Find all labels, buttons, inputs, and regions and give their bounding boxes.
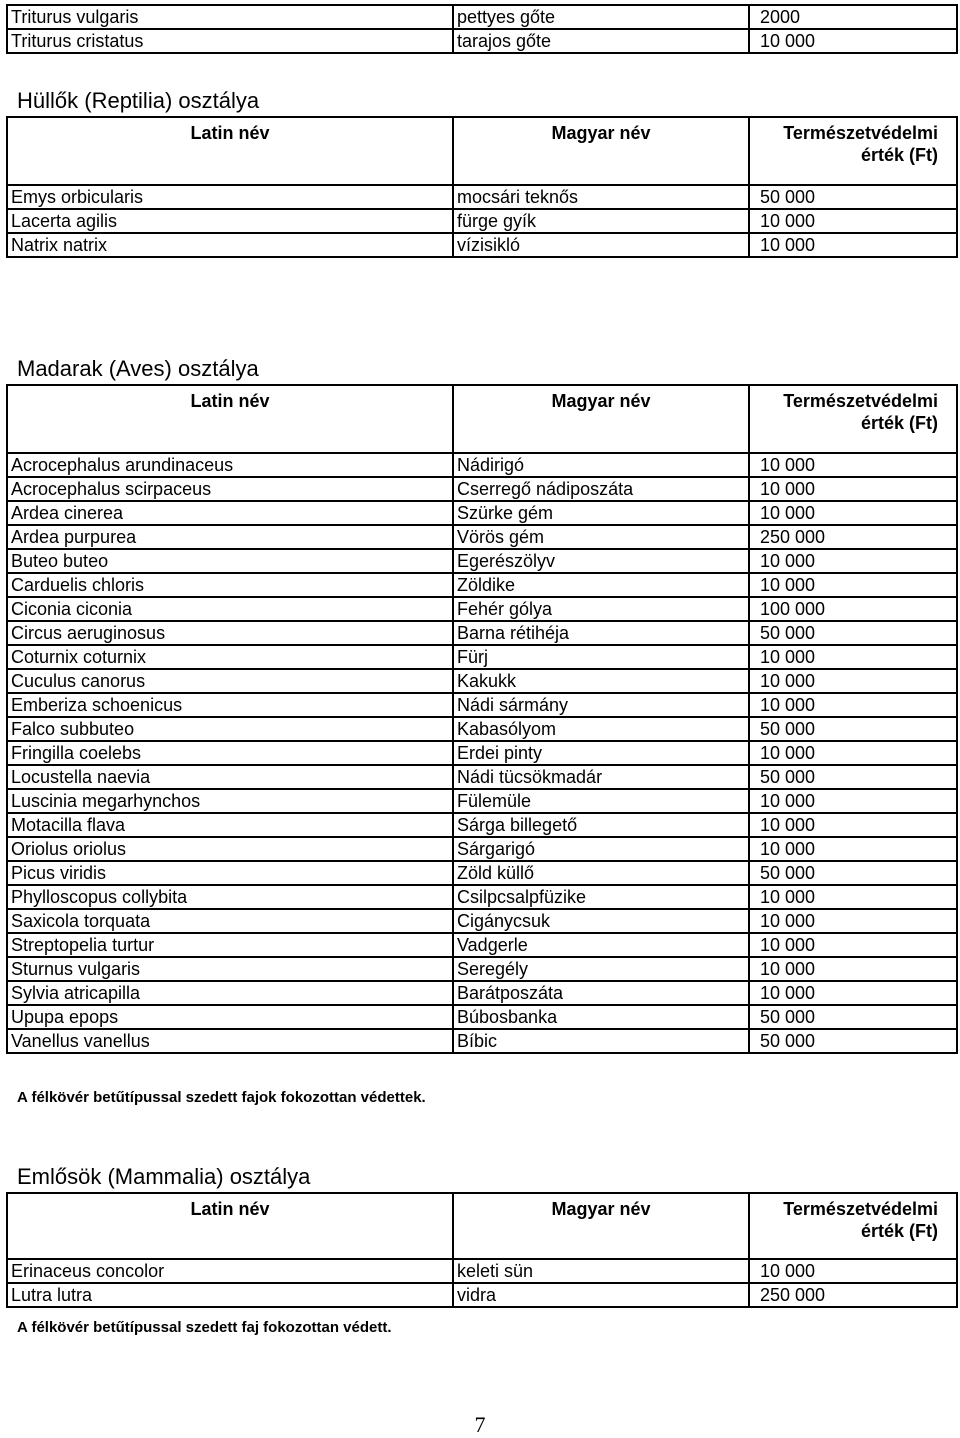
header-ertek-line2: érték (Ft) — [860, 145, 938, 165]
table-body — [7, 453, 957, 1053]
cell-hungarian-name: Sárgarigó — [453, 837, 749, 861]
header-ertek — [749, 385, 957, 453]
mammalia-table — [6, 1192, 958, 1308]
table-row — [7, 957, 957, 981]
cell-latin-name: Ardea purpurea — [7, 525, 453, 549]
cell-hungarian-name: Fürj — [453, 645, 749, 669]
page-number: 7 — [474, 1412, 486, 1437]
cell-value: 50 000 — [749, 185, 957, 209]
cell-hungarian-name: keleti sün — [453, 1259, 749, 1283]
cell-hungarian-name: Kakukk — [453, 669, 749, 693]
table-row — [7, 837, 957, 861]
cell-latin-name: Coturnix coturnix — [7, 645, 453, 669]
table-row — [7, 789, 957, 813]
amphibia-continuation-table — [6, 4, 958, 54]
table-row — [7, 501, 957, 525]
cell-value: 250 000 — [749, 525, 957, 549]
aves-table — [6, 384, 958, 1054]
cell-latin-name: Saxicola torquata — [7, 909, 453, 933]
table-row — [7, 185, 957, 209]
cell-latin-name: Emberiza schoenicus — [7, 693, 453, 717]
cell-latin-name: Falco subbuteo — [7, 717, 453, 741]
cell-hungarian-name: mocsári teknős — [453, 185, 749, 209]
cell-value: 10 000 — [749, 909, 957, 933]
cell-latin-name: Upupa epops — [7, 1005, 453, 1029]
table-row — [7, 861, 957, 885]
cell-hungarian-name: Zöldike — [453, 573, 749, 597]
table-body — [7, 185, 957, 257]
header-row — [7, 117, 957, 185]
table-row — [7, 525, 957, 549]
cell-hungarian-name: Csilpcsalpfüzike — [453, 885, 749, 909]
cell-value: 50 000 — [749, 765, 957, 789]
cell-value: 10 000 — [749, 453, 957, 477]
table-row — [7, 233, 957, 257]
cell-hungarian-name: Fehér gólya — [453, 597, 749, 621]
table-row — [7, 1283, 957, 1307]
cell-hungarian-name: Nádirigó — [453, 453, 749, 477]
cell-value: 10 000 — [749, 645, 957, 669]
cell-latin-name: Phylloscopus collybita — [7, 885, 453, 909]
cell-latin-name: Buteo buteo — [7, 549, 453, 573]
cell-latin-name: Sylvia atricapilla — [7, 981, 453, 1005]
table-row — [7, 693, 957, 717]
cell-hungarian-name: vízisikló — [453, 233, 749, 257]
cell-latin-name: Lutra lutra — [7, 1283, 453, 1307]
cell-value: 10 000 — [749, 957, 957, 981]
cell-latin-name: Picus viridis — [7, 861, 453, 885]
cell-value: 250 000 — [749, 1283, 957, 1307]
cell-value: 10 000 — [749, 233, 957, 257]
mammalia-footnote: A félkövér betűtípussal szedett faj fokozottan védett. — [17, 1319, 392, 1336]
cell-value: 10 000 — [749, 669, 957, 693]
table-row — [7, 573, 957, 597]
cell-value: 10 000 — [749, 693, 957, 717]
cell-value: 10 000 — [749, 885, 957, 909]
cell-latin-name: Oriolus oriolus — [7, 837, 453, 861]
cell-latin-name: Triturus cristatus — [7, 29, 453, 53]
table-row — [7, 1029, 957, 1053]
header-ertek — [749, 1193, 957, 1259]
cell-latin-name: Cuculus canorus — [7, 669, 453, 693]
table-body — [7, 1259, 957, 1307]
table-row — [7, 669, 957, 693]
cell-value: 10 000 — [749, 837, 957, 861]
cell-value: 2000 — [749, 5, 957, 29]
cell-latin-name: Streptopelia turtur — [7, 933, 453, 957]
cell-value: 10 000 — [749, 501, 957, 525]
cell-value: 10 000 — [749, 741, 957, 765]
cell-hungarian-name: Búbosbanka — [453, 1005, 749, 1029]
header-row — [7, 1193, 957, 1259]
header-latin: Latin név — [7, 1193, 453, 1259]
table-row — [7, 933, 957, 957]
table-row — [7, 5, 957, 29]
table-row — [7, 741, 957, 765]
cell-value: 50 000 — [749, 717, 957, 741]
aves-footnote: A félkövér betűtípussal szedett fajok fokozottan védettek. — [17, 1089, 426, 1106]
cell-value: 10 000 — [749, 209, 957, 233]
table-row — [7, 765, 957, 789]
table-row — [7, 981, 957, 1005]
cell-hungarian-name: Vadgerle — [453, 933, 749, 957]
cell-latin-name: Acrocephalus scirpaceus — [7, 477, 453, 501]
section-title-aves: Madarak (Aves) osztálya — [17, 356, 259, 381]
cell-hungarian-name: pettyes gőte — [453, 5, 749, 29]
cell-latin-name: Ciconia ciconia — [7, 597, 453, 621]
header-latin: Latin név — [7, 117, 453, 185]
reptilia-table — [6, 116, 958, 258]
cell-hungarian-name: tarajos gőte — [453, 29, 749, 53]
cell-latin-name: Vanellus vanellus — [7, 1029, 453, 1053]
cell-hungarian-name: fürge gyík — [453, 209, 749, 233]
cell-hungarian-name: Erdei pinty — [453, 741, 749, 765]
cell-hungarian-name: Barna rétihéja — [453, 621, 749, 645]
cell-hungarian-name: Egerészölyv — [453, 549, 749, 573]
cell-hungarian-name: Zöld küllő — [453, 861, 749, 885]
cell-latin-name: Carduelis chloris — [7, 573, 453, 597]
cell-value: 10 000 — [749, 813, 957, 837]
cell-value: 10 000 — [749, 29, 957, 53]
cell-latin-name: Sturnus vulgaris — [7, 957, 453, 981]
cell-hungarian-name: Fülemüle — [453, 789, 749, 813]
table-row — [7, 717, 957, 741]
cell-value: 50 000 — [749, 621, 957, 645]
cell-hungarian-name: Sárga billegető — [453, 813, 749, 837]
cell-value: 10 000 — [749, 933, 957, 957]
header-ertek-line1: Természetvédelmi — [783, 1199, 938, 1219]
cell-latin-name: Triturus vulgaris — [7, 5, 453, 29]
cell-hungarian-name: Vörös gém — [453, 525, 749, 549]
cell-hungarian-name: Bíbic — [453, 1029, 749, 1053]
table-row — [7, 621, 957, 645]
header-latin: Latin név — [7, 385, 453, 453]
header-ertek-line2: érték (Ft) — [860, 413, 938, 433]
cell-latin-name: Motacilla flava — [7, 813, 453, 837]
cell-value: 100 000 — [749, 597, 957, 621]
table-body — [7, 5, 957, 53]
header-ertek-line1: Természetvédelmi — [783, 391, 938, 411]
section-title-reptilia: Hüllők (Reptilia) osztálya — [17, 88, 260, 113]
cell-hungarian-name: Cserregő nádiposzáta — [453, 477, 749, 501]
cell-value: 50 000 — [749, 861, 957, 885]
cell-value: 10 000 — [749, 477, 957, 501]
table-row — [7, 885, 957, 909]
cell-value: 10 000 — [749, 789, 957, 813]
table-row — [7, 645, 957, 669]
section-title-mammalia: Emlősök (Mammalia) osztálya — [17, 1164, 311, 1189]
table-row — [7, 29, 957, 53]
table-row — [7, 597, 957, 621]
cell-latin-name: Emys orbicularis — [7, 185, 453, 209]
cell-latin-name: Natrix natrix — [7, 233, 453, 257]
cell-value: 10 000 — [749, 981, 957, 1005]
header-ertek — [749, 117, 957, 185]
header-ertek-line2: érték (Ft) — [860, 1221, 938, 1241]
cell-value: 10 000 — [749, 549, 957, 573]
table-row — [7, 209, 957, 233]
cell-latin-name: Acrocephalus arundinaceus — [7, 453, 453, 477]
cell-latin-name: Locustella naevia — [7, 765, 453, 789]
cell-hungarian-name: Barátposzáta — [453, 981, 749, 1005]
header-magyar: Magyar név — [453, 117, 749, 185]
table-row — [7, 453, 957, 477]
cell-hungarian-name: Szürke gém — [453, 501, 749, 525]
table-row — [7, 1259, 957, 1283]
cell-latin-name: Fringilla coelebs — [7, 741, 453, 765]
cell-hungarian-name: Seregély — [453, 957, 749, 981]
table-row — [7, 477, 957, 501]
cell-latin-name: Erinaceus concolor — [7, 1259, 453, 1283]
header-magyar: Magyar név — [453, 1193, 749, 1259]
cell-latin-name: Ardea cinerea — [7, 501, 453, 525]
cell-hungarian-name: Kabasólyom — [453, 717, 749, 741]
header-ertek-line1: Természetvédelmi — [783, 123, 938, 143]
cell-value: 50 000 — [749, 1005, 957, 1029]
cell-value: 50 000 — [749, 1029, 957, 1053]
table-row — [7, 813, 957, 837]
cell-hungarian-name: Cigánycsuk — [453, 909, 749, 933]
cell-hungarian-name: Nádi sármány — [453, 693, 749, 717]
cell-value: 10 000 — [749, 1259, 957, 1283]
cell-hungarian-name: Nádi tücsökmadár — [453, 765, 749, 789]
table-row — [7, 549, 957, 573]
cell-hungarian-name: vidra — [453, 1283, 749, 1307]
cell-value: 10 000 — [749, 573, 957, 597]
cell-latin-name: Lacerta agilis — [7, 209, 453, 233]
cell-latin-name: Luscinia megarhynchos — [7, 789, 453, 813]
header-magyar: Magyar név — [453, 385, 749, 453]
table-row — [7, 1005, 957, 1029]
cell-latin-name: Circus aeruginosus — [7, 621, 453, 645]
table-row — [7, 909, 957, 933]
header-row — [7, 385, 957, 453]
